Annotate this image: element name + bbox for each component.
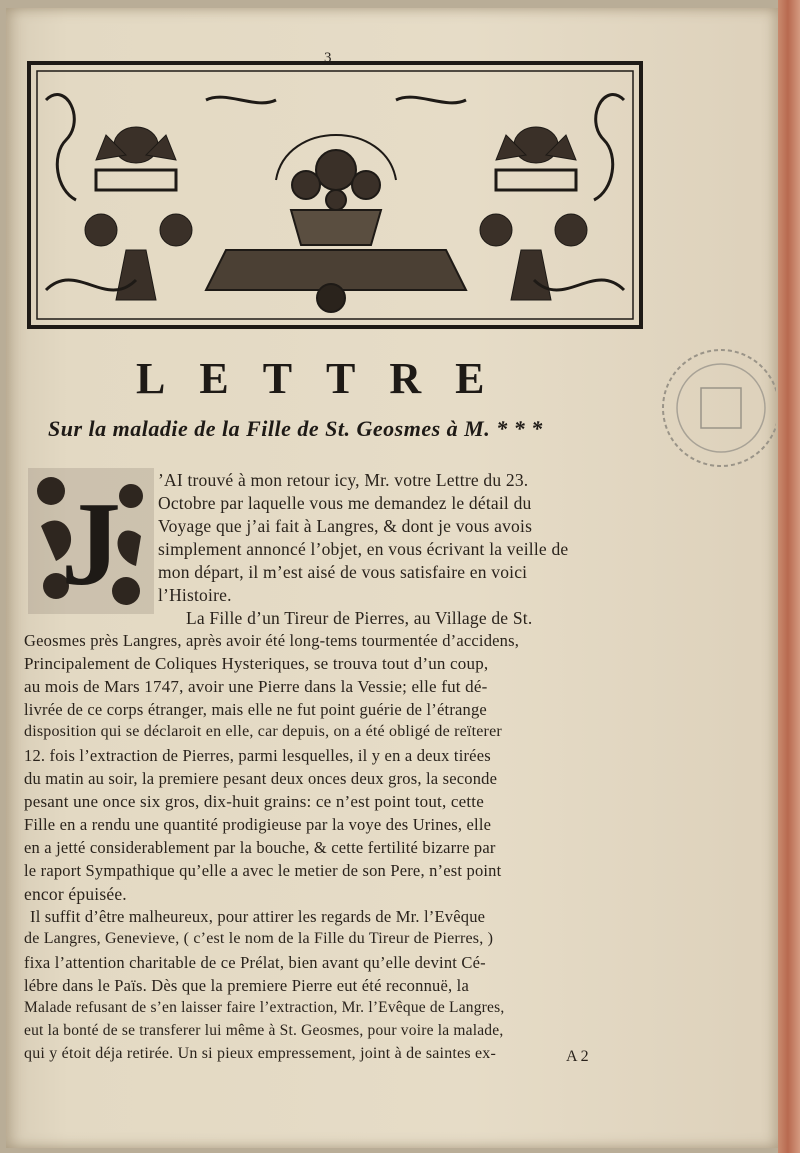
library-stamp	[646, 308, 776, 508]
page-number: 3	[324, 50, 332, 66]
text-line: Fille en a rendu une quantité prodigieuse par la voye des Urines, elle	[24, 815, 492, 834]
page-edge	[778, 0, 800, 1153]
page-title: LETTRE	[136, 354, 519, 403]
text-line: Malade refusant de s’en laisser faire l’extraction, Mr. l’Evêque de Langres,	[24, 999, 505, 1016]
decorated-initial	[26, 466, 156, 616]
text-line: La Fille d’un Tireur de Pierres, au Village de St.	[186, 608, 533, 628]
text-line: en a jetté considerablement par la bouche, & cette fertilité bizarre par	[24, 838, 496, 857]
signature-mark: A 2	[566, 1048, 589, 1065]
text-line: qui y étoit déja retirée. Un si pieux empressement, joint à de saintes ex-	[24, 1045, 496, 1062]
text-line: au mois de Mars 1747, avoir une Pierre dans la Vessie; elle fut dé-	[24, 677, 488, 696]
text-line: eut la bonté de se transferer lui même à St. Geosmes, pour voire la malade,	[24, 1022, 504, 1039]
text-line: l’Histoire.	[158, 585, 232, 605]
text-line: de Langres, Genevieve, ( c’est le nom de la Fille du Tireur de Pierres, )	[24, 930, 494, 947]
text-line: fixa l’attention charitable de ce Prélat, bien avant qu’elle devint Cé-	[24, 953, 486, 972]
text-line: livrée de ce corps étranger, mais elle ne fut point guérie de l’étrange	[24, 700, 487, 719]
text-line: 12. fois l’extraction de Pierres, parmi lesquelles, il y en a deux tirées	[24, 746, 491, 765]
text-line: disposition qui se déclaroit en elle, car depuis, on a été obligé de reïterer	[24, 723, 502, 740]
text-line: mon départ, il m’est aisé de vous satisfaire en voici	[158, 562, 528, 582]
text-line: encor épuisée.	[24, 884, 127, 904]
text-line: pesant une once six gros, dix-huit grains: ce n’est point tout, cette	[24, 792, 484, 811]
text-line: ’AI trouvé à mon retour icy, Mr. votre Lettre du 23.	[158, 470, 529, 490]
ornamental-headpiece	[26, 60, 644, 330]
subtitle: Sur la maladie de la Fille de St. Geosmes à M. * * *	[48, 416, 543, 441]
text-line: Il suffit d’être malheureux, pour attirer les regards de Mr. l’Evêque	[30, 907, 486, 926]
svg-text:J: J	[61, 477, 121, 610]
text-line: lébre dans le Païs. Dès que la premiere Pierre eut été reconnuë, la	[24, 976, 469, 995]
text-line: du matin au soir, la premiere pesant deux onces deux gros, la seconde	[24, 769, 498, 788]
text-line: le raport Sympathique qu’elle a avec le metier de son Pere, n’est point	[24, 861, 502, 880]
book-page	[6, 8, 778, 1148]
text-line: Octobre par laquelle vous me demandez le détail du	[158, 493, 532, 513]
text-line: Geosmes près Langres, après avoir été long-tems tourmentée d’accidens,	[24, 631, 520, 650]
text-line: simplement annoncé l’objet, en vous écrivant la veille de	[158, 539, 569, 559]
text-line: Voyage que j’ai fait à Langres, & dont je vous avois	[158, 516, 533, 536]
text-line: Principalement de Coliques Hysteriques, se trouva tout d’un coup,	[24, 654, 489, 673]
